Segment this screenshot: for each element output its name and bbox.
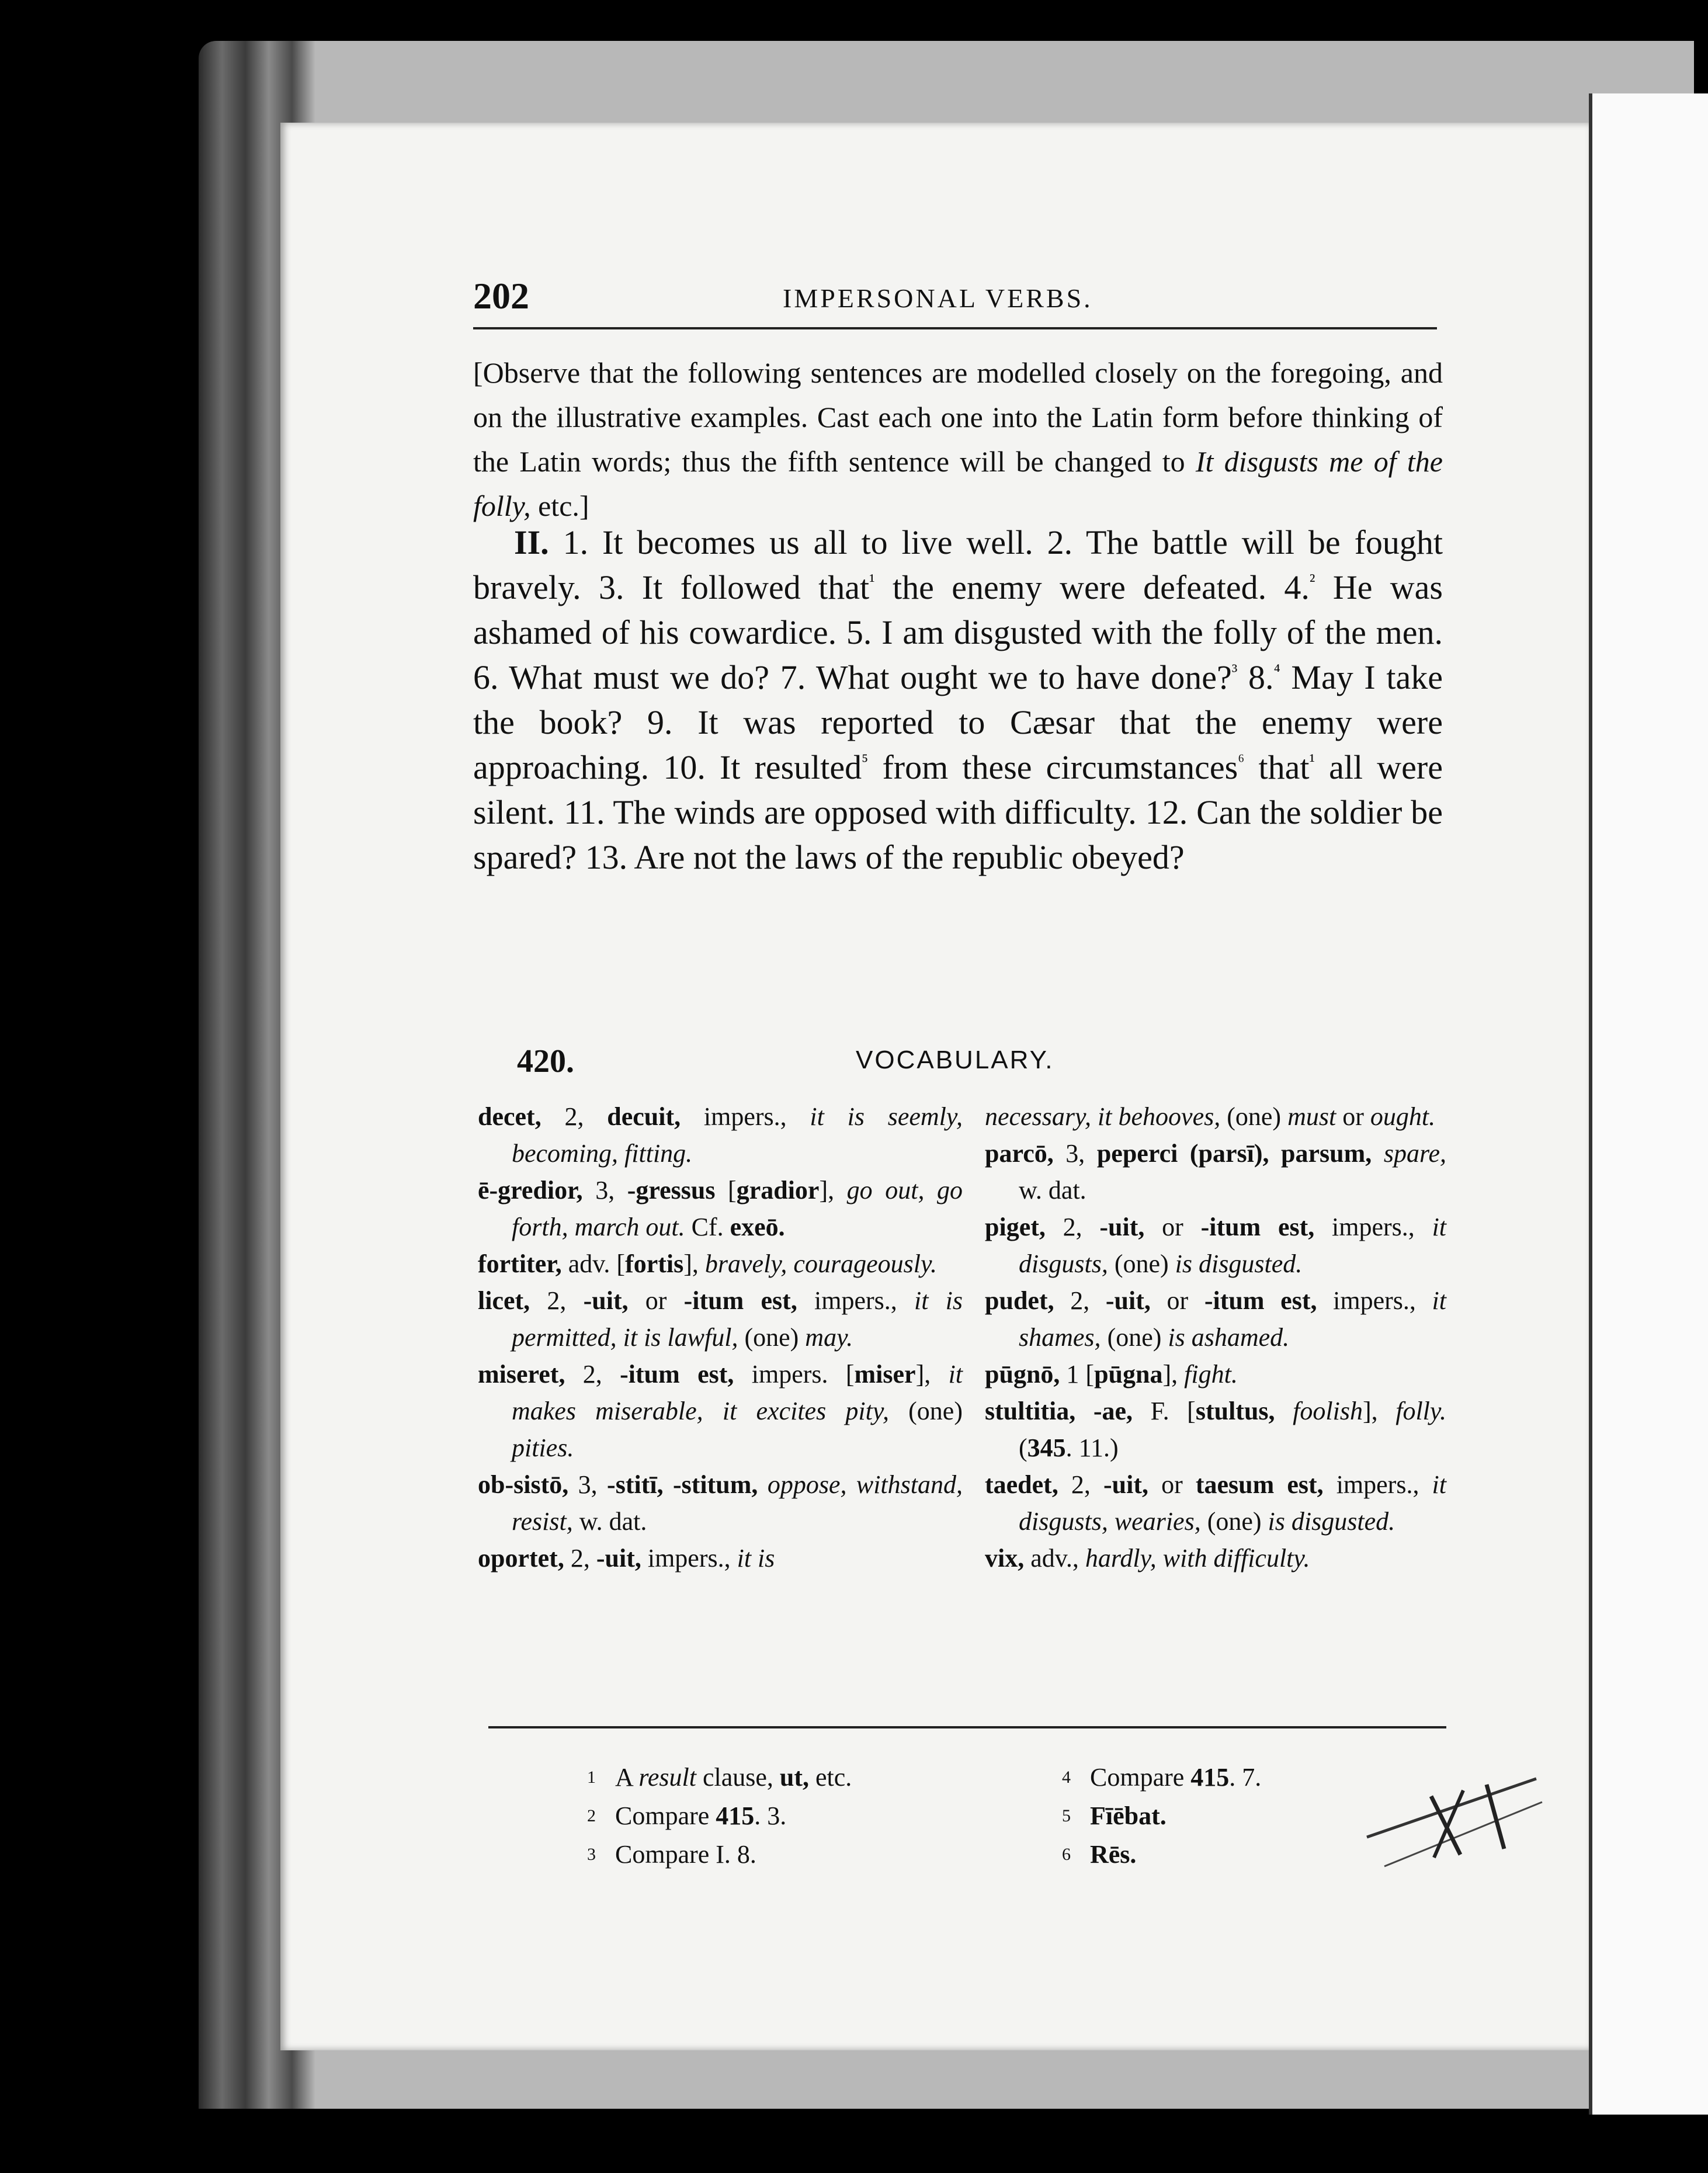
vocab-entry: vix, adv., hardly, with difficulty. [985,1544,1310,1573]
vocabulary-heading: VOCABULARY. [856,1046,1054,1074]
vocab-entry: decet, 2, decuit, impers., it is seemly, becoming, fitting. [478,1102,963,1168]
note-example: It disgusts me of the folly, [473,445,1443,522]
vocab-entry: fortiter, adv. [fortis], bravely, courageously. [478,1249,938,1278]
facing-page-edge [1589,93,1708,2115]
section-number: 420. [517,1043,574,1079]
handwritten-margin-mark [1361,1755,1548,1884]
footnote: 4 Compare 415. 7. [1062,1763,1262,1792]
footnotes-right [1062,1758,1261,1874]
instruction-note: [Observe that the following sentences are modelled closely on the foregoing, and on the illustrative examples. Cast each one into the Latin form before thinking of the Latin words; thus the fifth sentence will be changed to It disgusts me of the folly, etc.] [473,356,1443,522]
vocabulary-column-right [985,1098,1446,1577]
footnote: 3 Compare I. 8. [587,1840,756,1869]
running-head [473,275,1437,327]
vocab-entry: ob-sistō, 3, -stitī, -stitum, oppose, withstand, resist, w. dat. [478,1470,963,1536]
vocabulary-column-left [478,1098,963,1577]
exercise-ii: II. 1. It becomes us all to live well. 2. The battle will be fought bravely. 3. It followed that$^{^1}$ the enemy were defeated. 4.$^{^2}$ He was ashamed of his cowardice. 5. I am disgusted with the folly of the men. 6. What must we do? 7. What ought we to have done?$^{^3}$ 8.$^{^4}$ May I take the book? 9. It was reported to Cæsar that the enemy were approaching. 10. It resulted$^{^5}$ from these circumstances$^{^6}$ that$^{^1}$ all were silent. 11. The winds are opposed with difficulty. 12. Can the soldier be spared? 13. Are not the laws of the republic obeyed? [473,523,1443,876]
running-title: IMPERSONAL VERBS. [783,283,1093,313]
vocab-entry: pūgnō, 1 [pūgna], fight. [985,1360,1238,1389]
exercise-label: II. [514,523,549,561]
vocab-entry: licet, 2, -uit, or -itum est, impers., it is permitted, it is lawful, (one) may. [478,1286,963,1352]
vocab-entry: miseret, 2, -itum est, impers. [miser], it makes miserable, it excites pity, (one) pities. [478,1360,963,1462]
vocab-entry: parcō, 3, peperci (parsī), parsum, spare, w. dat. [985,1139,1447,1204]
vocab-entry: taedet, 2, -uit, or taesum est, impers., it disgusts, wearies, (one) is disgusted. [985,1470,1446,1536]
vocab-entry: pudet, 2, -uit, or -itum est, impers., it shames, (one) is ashamed. [985,1286,1446,1352]
footnote: 5 Fīēbat. [1062,1801,1167,1830]
footnotes-left [587,1758,852,1874]
vocab-entry: ē-gredior, 3, -gressus [gradior], go out, go forth, march out. Cf. exeō. [478,1176,963,1241]
header-rule [473,327,1437,329]
footnote: 2 Compare 415. 3. [587,1801,787,1830]
footnote: 1 A result clause, ut, etc. [587,1763,852,1792]
page-number: 202 [473,275,529,317]
vocab-entry: oportet, 2, -uit, impers., it is [478,1544,775,1573]
vocab-entry: stultitia, -ae, F. [stultus, foolish], folly. (345. 11.) [985,1397,1446,1462]
footnote: 6 Rēs. [1062,1840,1137,1869]
vocab-entry-continuation: necessary, it behooves, (one) must or ought. [985,1102,1436,1131]
vocab-entry: piget, 2, -uit, or -itum est, impers., it disgusts, (one) is disgusted. [985,1213,1447,1278]
footnote-rule [488,1726,1446,1728]
